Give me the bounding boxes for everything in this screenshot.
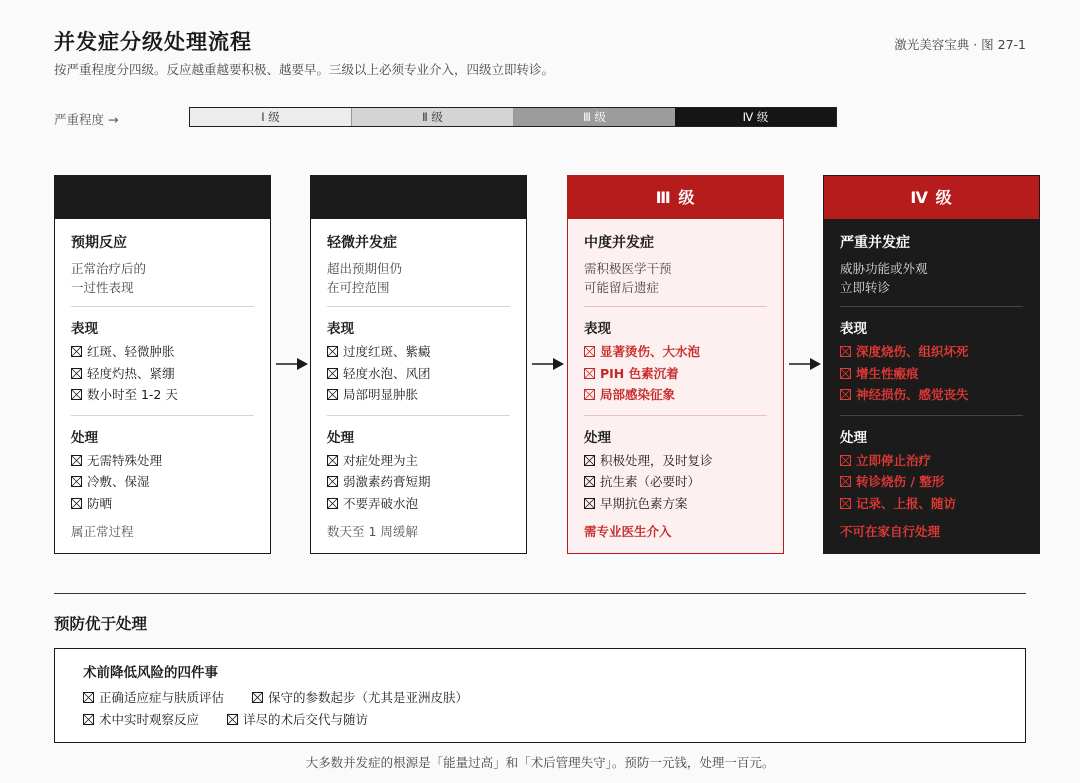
card-desc-line: 超出预期但仍 [327,261,403,276]
divider [840,306,1023,307]
prevention-title: 预防优于处理 [54,615,148,633]
prevention-item: 术中实时观察反应 [83,709,199,731]
divider [327,306,510,307]
card-desc-line: 可能留后遗症 [584,280,660,295]
card-desc-line: 在可控范围 [327,280,390,295]
prevention-item: 正确适应症与肤质评估 [83,687,224,709]
divider [327,415,510,416]
checkbox-icon [71,476,82,487]
checkbox-icon [71,498,82,509]
page-subtitle: 按严重程度分四级。反应越重越要积极、越要早。三级以上必须专业介入，四级立即转诊。 [54,62,555,77]
list-item: 红斑、轻微肿胀 [71,341,254,363]
figure-reference: 激光美容宝典 · 图 27-1 [894,37,1026,52]
card-header: Ⅲ 级 [568,176,783,219]
checkbox-icon [840,368,851,379]
list-item: 早期抗色素方案 [584,493,767,515]
checkbox-icon [327,498,338,509]
checkbox-icon [840,455,851,466]
checkbox-icon [327,389,338,400]
severity-level-3: Ⅲ 级 [514,108,675,126]
list-item: 对症处理为主 [327,450,510,472]
checkbox-icon [840,498,851,509]
card-footnote: 需专业医生介入 [584,524,672,539]
list-item: 弱激素药膏短期 [327,471,510,493]
card-desc-line: 正常治疗后的 [71,261,147,276]
list-item: 立即停止治疗 [840,450,1023,472]
checkbox-icon [327,346,338,357]
prevention-item: 保守的参数起步（尤其是亚洲皮肤） [252,687,468,709]
card-description [840,259,1023,297]
checkbox-icon [252,692,263,703]
manifest-heading: 表现 [584,321,611,337]
checkbox-icon [227,714,238,725]
list-item: 积极处理，及时复诊 [584,450,767,472]
manifest-heading: 表现 [840,321,867,337]
checkbox-icon [327,476,338,487]
footer-note: 大多数并发症的根源是「能量过高」和「术后管理失守」。预防一元钱，处理一百元。 [305,755,775,770]
list-item: 局部感染征象 [584,384,767,406]
card-desc-line: 威胁功能或外观 [840,261,928,276]
treatment-heading: 处理 [327,429,354,446]
checkbox-icon [83,692,94,703]
divider [584,415,767,416]
page-title: 并发症分级处理流程 [54,30,252,54]
list-item: 不要弄破水泡 [327,493,510,515]
list-item: 无需特殊处理 [71,450,254,472]
list-item: 轻度水泡、风团 [327,363,510,385]
arrow-right-icon [275,356,309,372]
card-footnote: 不可在家自行处理 [840,524,941,539]
list-item: 深度烧伤、组织坏死 [840,341,1023,363]
manifest-heading: 表现 [327,321,354,337]
treatment-heading: 处理 [584,429,611,446]
checkbox-icon [840,346,851,357]
checkbox-icon [83,714,94,725]
card-grade-1 [54,175,271,554]
card-description [327,259,510,297]
checkbox-icon [584,389,595,400]
severity-level-4: Ⅳ 级 [675,108,836,126]
list-item: PIH 色素沉着 [584,363,767,385]
list-item: 防晒 [71,493,254,515]
card-header: Ⅳ 级 [824,176,1039,219]
prevention-box-title: 术前降低风险的四件事 [83,665,218,681]
list-item: 神经损伤、感觉丧失 [840,384,1023,406]
card-name: 严重并发症 [840,235,910,251]
list-item: 轻度灼热、紧绷 [71,363,254,385]
checkbox-icon [327,455,338,466]
arrow-right-icon [531,356,565,372]
card-header [311,176,526,219]
divider [840,415,1023,416]
list-item: 增生性瘢痕 [840,363,1023,385]
card-footnote: 数天至 1 周缓解 [327,524,418,539]
card-grade-2 [310,175,527,554]
severity-scale [189,107,837,127]
list-item: 显著烫伤、大水泡 [584,341,767,363]
prevention-item: 详尽的术后交代与随访 [227,709,368,731]
severity-level-2: Ⅱ 级 [352,108,514,126]
manifest-heading: 表现 [71,321,98,337]
card-grade-4 [823,175,1040,554]
treatment-heading: 处理 [840,429,867,446]
list-item: 过度红斑、紫癜 [327,341,510,363]
checkbox-icon [584,498,595,509]
severity-label: 严重程度 → [54,112,119,127]
card-description [71,259,254,297]
checkbox-icon [71,368,82,379]
divider [71,415,254,416]
checkbox-icon [584,455,595,466]
checkbox-icon [584,346,595,357]
divider [71,306,254,307]
divider [584,306,767,307]
checkbox-icon [71,455,82,466]
list-item: 转诊烧伤 / 整形 [840,471,1023,493]
severity-level-1: Ⅰ 级 [190,108,352,126]
card-name: 中度并发症 [584,235,654,251]
checkbox-icon [71,346,82,357]
card-grade-3 [567,175,784,554]
checkbox-icon [840,389,851,400]
arrow-right-icon [788,356,822,372]
checkbox-icon [584,368,595,379]
card-description [584,259,767,297]
treatment-heading: 处理 [71,429,98,446]
checkbox-icon [327,368,338,379]
card-header [55,176,270,219]
list-item: 抗生素（必要时） [584,471,767,493]
list-item: 冷敷、保湿 [71,471,254,493]
card-footnote: 属正常过程 [71,524,134,539]
card-desc-line: 一过性表现 [71,280,134,295]
section-divider [54,593,1026,594]
checkbox-icon [71,389,82,400]
card-desc-line: 立即转诊 [840,280,891,295]
prevention-box [54,648,1026,743]
card-desc-line: 需积极医学干预 [584,261,672,276]
list-item: 记录、上报、随访 [840,493,1023,515]
checkbox-icon [584,476,595,487]
card-name: 轻微并发症 [327,235,397,251]
card-name: 预期反应 [71,235,127,251]
list-item: 局部明显肿胀 [327,384,510,406]
list-item: 数小时至 1-2 天 [71,384,254,406]
checkbox-icon [840,476,851,487]
